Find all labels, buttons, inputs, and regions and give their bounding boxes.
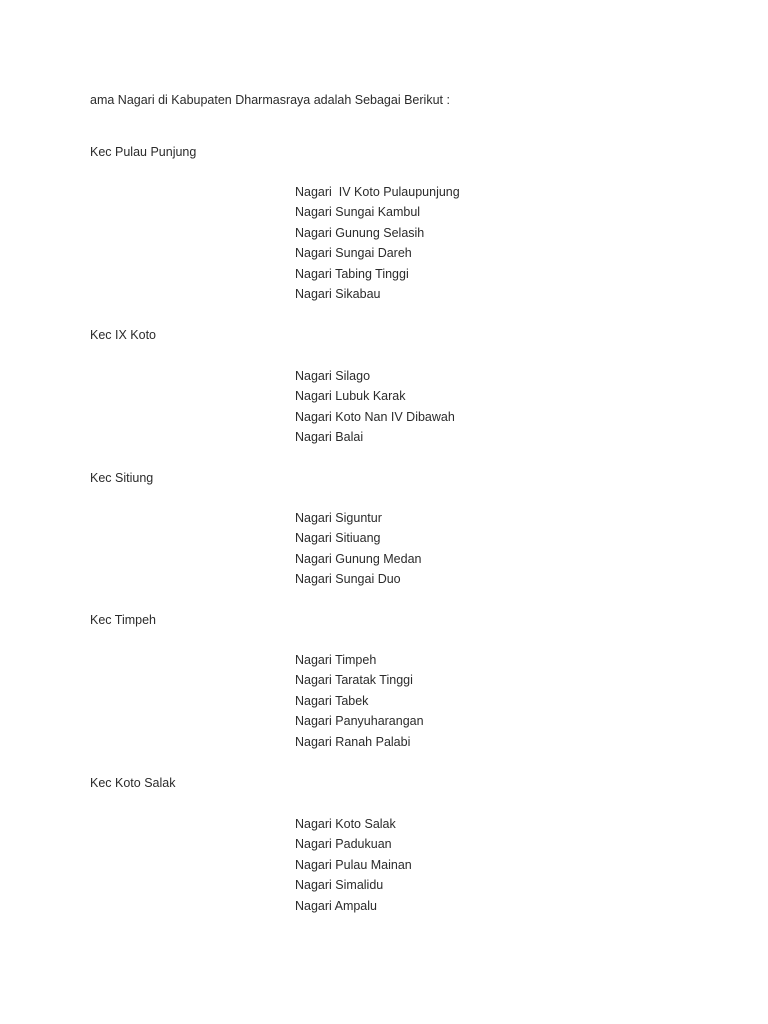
kecamatan-heading: Kec Sitiung bbox=[90, 471, 154, 485]
nagari-item: Nagari Sikabau bbox=[295, 286, 381, 301]
kecamatan-heading: Kec Pulau Punjung bbox=[90, 145, 197, 159]
nagari-item: Nagari IV Koto Pulaupunjung bbox=[295, 185, 460, 199]
nagari-item: Nagari Siguntur bbox=[295, 511, 382, 525]
nagari-item: Nagari Ampalu bbox=[295, 898, 377, 913]
nagari-item: Nagari Sungai Kambul bbox=[295, 205, 421, 220]
nagari-list bbox=[295, 508, 421, 590]
nagari-list bbox=[295, 650, 424, 752]
nagari-item: Nagari Pulau Mainan bbox=[295, 857, 412, 872]
nagari-item: Nagari Sitiuang bbox=[295, 531, 381, 546]
nagari-list bbox=[295, 814, 412, 916]
nagari-item: Nagari Gunung Selasih bbox=[295, 225, 425, 240]
nagari-item: Nagari Tabek bbox=[295, 693, 369, 708]
nagari-item: Nagari Sungai Dareh bbox=[295, 246, 412, 261]
kecamatan-heading: Kec Timpeh bbox=[90, 613, 157, 627]
nagari-list bbox=[295, 182, 460, 304]
nagari-item: Nagari Silago bbox=[295, 369, 371, 383]
nagari-item: Nagari Sungai Duo bbox=[295, 572, 401, 587]
nagari-item: Nagari Koto Salak bbox=[295, 817, 396, 831]
nagari-item: Nagari Taratak Tinggi bbox=[295, 673, 413, 688]
kecamatan-heading: Kec IX Koto bbox=[90, 328, 157, 342]
nagari-item: Nagari Balai bbox=[295, 430, 364, 445]
nagari-item: Nagari Gunung Medan bbox=[295, 551, 422, 566]
nagari-list bbox=[295, 366, 455, 448]
nagari-item: Nagari Tabing Tinggi bbox=[295, 266, 409, 281]
nagari-item: Nagari Panyuharangan bbox=[295, 714, 424, 729]
nagari-item: Nagari Simalidu bbox=[295, 878, 384, 893]
nagari-item: Nagari Lubuk Karak bbox=[295, 389, 406, 404]
kecamatan-heading: Kec Koto Salak bbox=[90, 776, 176, 790]
intro-text: ama Nagari di Kabupaten Dharmasraya adalah Sebagai Berikut : bbox=[90, 93, 450, 107]
nagari-item: Nagari Padukuan bbox=[295, 837, 392, 852]
nagari-item: Nagari Koto Nan IV Dibawah bbox=[295, 409, 455, 424]
nagari-item: Nagari Ranah Palabi bbox=[295, 734, 411, 749]
nagari-item: Nagari Timpeh bbox=[295, 653, 377, 667]
